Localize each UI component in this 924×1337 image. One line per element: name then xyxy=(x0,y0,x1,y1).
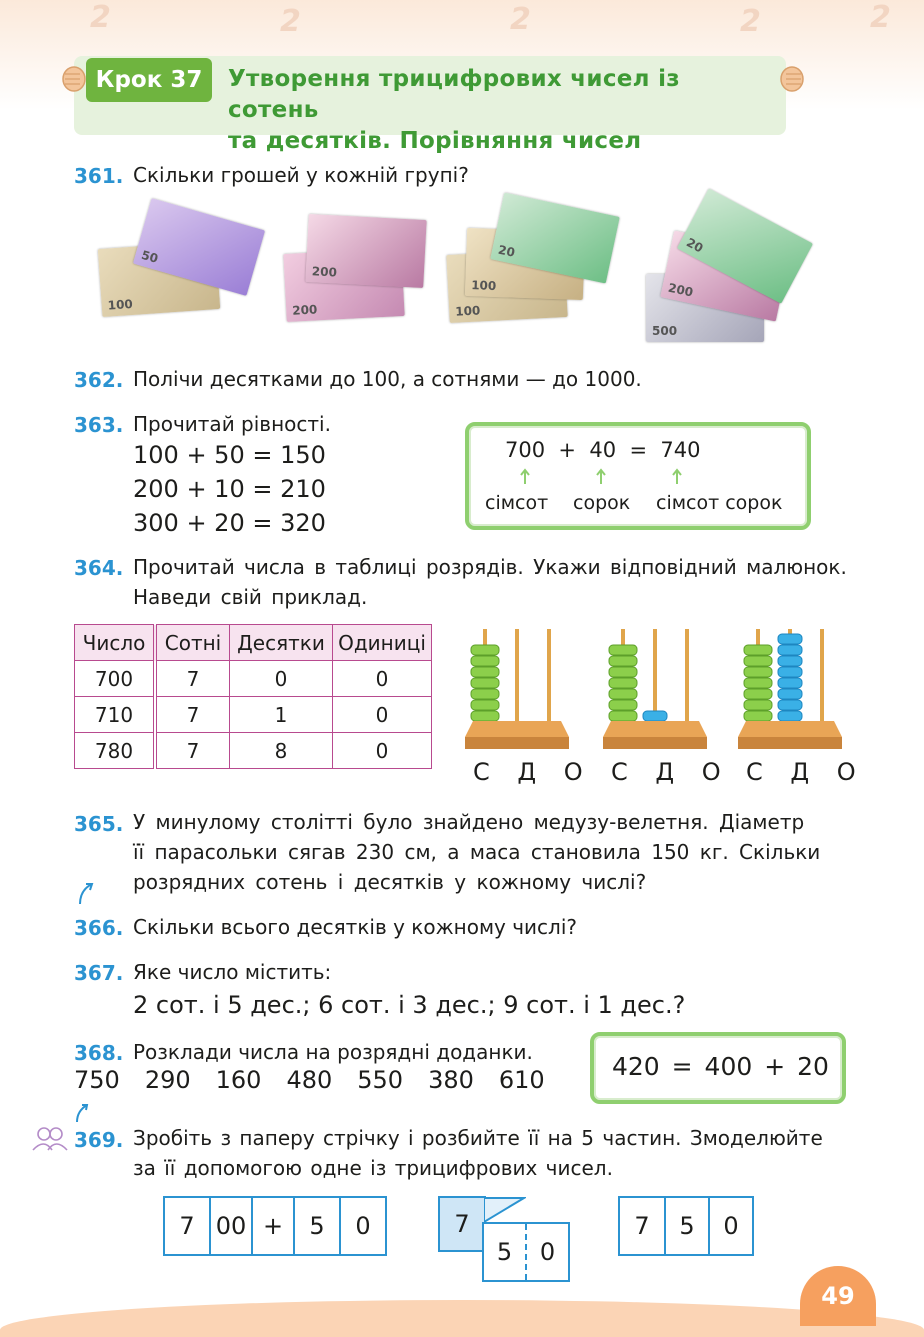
task-text: Скільки грошей у кожній групі? xyxy=(133,163,469,187)
arrow-up-icon xyxy=(671,468,683,486)
table-cell: 780 xyxy=(75,733,156,769)
example-word: сімсот xyxy=(485,492,549,514)
banknote: 500 xyxy=(646,274,764,342)
task-number: 364. xyxy=(74,556,124,580)
table-row xyxy=(75,661,432,697)
banknote: 20 xyxy=(490,192,620,283)
curved-arrow-icon xyxy=(74,1102,90,1124)
task-number: 361. xyxy=(74,164,124,188)
table-cell: 0 xyxy=(333,661,432,697)
task-number: 362. xyxy=(74,368,124,392)
footer-band xyxy=(0,1300,924,1337)
list-item: 610 xyxy=(498,1066,545,1094)
abacus-780 xyxy=(736,625,844,753)
strip-cell: 7 xyxy=(438,1196,486,1252)
task-text: Скільки всього десятків у кожному числі? xyxy=(133,915,577,939)
abacus-label: С Д О xyxy=(473,758,593,786)
equation-line: 100 + 50 = 150 xyxy=(133,441,326,469)
paper-strip-expanded xyxy=(163,1196,387,1256)
task-text: Яке число містить: xyxy=(133,960,332,984)
curved-arrow-icon xyxy=(76,880,96,906)
step-badge: Крок 37 xyxy=(86,58,212,102)
list-item: 750 xyxy=(74,1066,120,1094)
table-cell: 0 xyxy=(333,733,432,769)
fold-flap-icon xyxy=(484,1196,526,1224)
task-line: 2 сот. і 5 дес.; 6 сот. і 3 дес.; 9 сот. і 1 дес.? xyxy=(133,991,686,1019)
task-number: 367. xyxy=(74,961,124,985)
table-row xyxy=(75,733,432,769)
table-header: Одиниці xyxy=(333,625,432,661)
equation-line: 200 + 10 = 210 xyxy=(133,475,326,503)
task-text: Прочитай числа в таблиці розрядів. Укажи відповідний малюнок. Наведи свій приклад. xyxy=(133,555,847,609)
list-item: 160 xyxy=(215,1066,262,1094)
table-header: Сотні xyxy=(155,625,230,661)
table-cell: 7 xyxy=(155,661,230,697)
example-word: сорок xyxy=(573,492,631,514)
strip-cell: 5 xyxy=(666,1198,710,1254)
paper-strip-folded xyxy=(438,1196,568,1282)
table-row xyxy=(75,697,432,733)
decor-digits: 2 xyxy=(510,2,531,37)
table-cell: 0 xyxy=(230,661,333,697)
task-text: Прочитай рівності. xyxy=(133,412,331,436)
task-number: 368. xyxy=(74,1041,124,1065)
list-item: 550 xyxy=(357,1066,404,1094)
task-number: 369. xyxy=(74,1128,124,1152)
list-item: 290 xyxy=(144,1066,191,1094)
strip-cell: 00 xyxy=(211,1198,253,1254)
number-list xyxy=(74,1066,545,1094)
task-text: Зробіть з паперу стрічку і розбийте її на 5 частин. Змоделюйте за її допомогою одне із трицифрових чисел. xyxy=(133,1126,823,1180)
task-text: У минулому столітті було знайдено медузу-велетня. Діаметр її парасольки сягав 230 см, а маса становила 150 кг. Скільки розрядних сотень і десятків у кожному числі? xyxy=(133,810,821,894)
money-group xyxy=(646,208,846,343)
page-number: 49 xyxy=(800,1266,876,1326)
abacus-710 xyxy=(601,625,709,753)
example-word: сімсот сорок xyxy=(656,492,783,514)
table-header: Десятки xyxy=(230,625,333,661)
strip-cell: 5 xyxy=(295,1198,341,1254)
table-cell: 710 xyxy=(75,697,156,733)
abacus-label: С Д О xyxy=(746,758,866,786)
hand-right-icon xyxy=(778,64,806,94)
example-box xyxy=(590,1032,846,1104)
table-cell: 7 xyxy=(155,697,230,733)
arrow-up-icon xyxy=(595,468,607,486)
money-group xyxy=(100,205,300,325)
strip-cell: 0 xyxy=(539,1238,556,1266)
example-equation: 420 = 400 + 20 xyxy=(612,1052,829,1081)
decor-digits: 2 xyxy=(280,4,301,39)
task-number: 363. xyxy=(74,413,124,437)
banknote: 200 xyxy=(283,248,404,322)
table-cell: 1 xyxy=(230,697,333,733)
example-box xyxy=(465,422,811,530)
abacus-700 xyxy=(463,625,571,753)
strip-lower xyxy=(482,1222,570,1282)
table-cell: 7 xyxy=(155,733,230,769)
banknote: 100 xyxy=(465,228,585,300)
list-item: 380 xyxy=(428,1066,474,1094)
banknote: 20 xyxy=(677,188,813,303)
money-group xyxy=(448,200,648,330)
table-cell: 700 xyxy=(75,661,156,697)
strip-cell: 5 xyxy=(484,1224,527,1280)
banknote: 100 xyxy=(98,241,220,317)
task-text: Розклади числа на розрядні доданки. xyxy=(133,1040,533,1064)
strip-cell: + xyxy=(253,1198,295,1254)
equation-line: 300 + 20 = 320 xyxy=(133,509,326,537)
banknote: 200 xyxy=(305,214,426,288)
decor-digits: 2 xyxy=(740,4,761,39)
hand-left-icon xyxy=(60,64,88,94)
task-number: 365. xyxy=(74,812,124,836)
banknote: 200 xyxy=(660,230,790,321)
strip-cell: 0 xyxy=(710,1198,752,1254)
decor-digits: 2 xyxy=(870,0,891,35)
example-equation: 700 + 40 = 740 xyxy=(505,438,701,462)
task-text: Полічи десятками до 100, а сотнями — до 1000. xyxy=(133,367,642,391)
abacus-label: С Д О xyxy=(611,758,731,786)
arrow-up-icon xyxy=(519,468,531,486)
task-number: 366. xyxy=(74,916,124,940)
strip-cell: 7 xyxy=(165,1198,211,1254)
table-header: Число xyxy=(75,625,156,661)
paper-strip-folded-final xyxy=(618,1196,754,1256)
place-value-table xyxy=(74,624,432,769)
pair-work-icon xyxy=(30,1124,70,1152)
table-cell: 8 xyxy=(230,733,333,769)
table-cell: 0 xyxy=(333,697,432,733)
banknote: 100 xyxy=(446,249,567,323)
list-item: 480 xyxy=(286,1066,333,1094)
decor-digits: 2 xyxy=(90,0,111,35)
strip-cell: 0 xyxy=(341,1198,385,1254)
banknote: 50 xyxy=(133,198,265,296)
lesson-title: Утворення трицифрових чисел із сотень та десятків. Порівняння чисел xyxy=(228,66,680,154)
strip-cell: 7 xyxy=(620,1198,666,1254)
